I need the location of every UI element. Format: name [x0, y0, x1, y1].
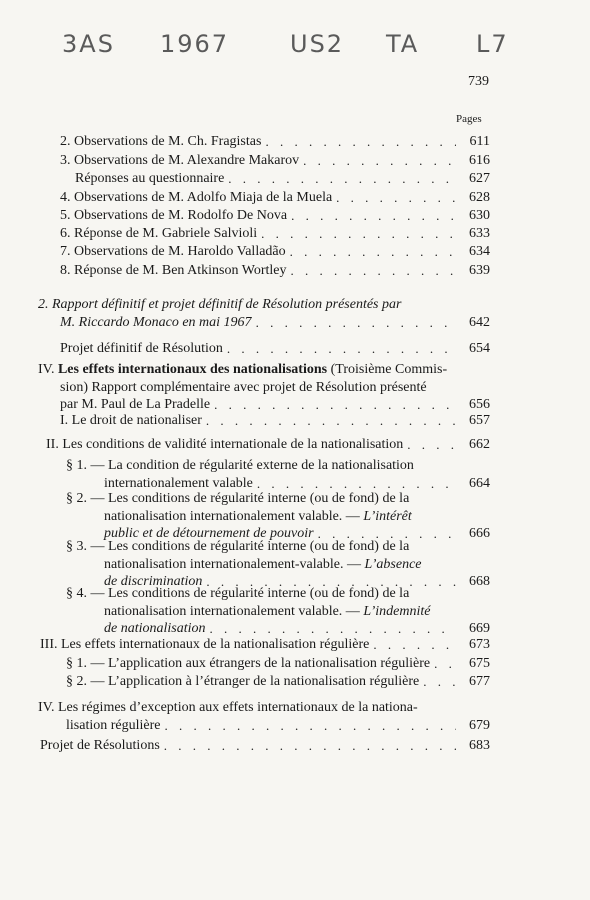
leader-dots: [291, 262, 457, 280]
handwritten-mark: US2: [290, 30, 345, 58]
toc-entry-text: III. Les effets internationaux de la nationalisation régulière: [40, 637, 370, 652]
leader-dots: [303, 152, 456, 170]
toc-entry-text: L’absence: [360, 556, 422, 572]
toc-entry-page: 677: [469, 674, 490, 689]
toc-entry-text: nationalisation internationalement valable. —: [104, 603, 360, 619]
toc-entry: [40, 737, 490, 755]
toc-entry-text: Projet de Résolutions: [40, 738, 160, 753]
toc-entry-text: 5. Observations de M. Rodolfo De Nova: [60, 208, 288, 223]
page-number: 739: [468, 74, 489, 89]
leader-dots: [256, 314, 456, 332]
toc-entry: [60, 152, 490, 170]
leader-dots: [210, 620, 457, 638]
toc-entry-page: 683: [469, 738, 490, 753]
leader-dots: [228, 170, 456, 188]
toc-entry-page: 616: [469, 153, 490, 168]
leader-dots: [164, 737, 456, 755]
toc-entry-text: L’intérêt: [359, 508, 412, 524]
toc-entry: [60, 207, 490, 225]
toc-entry: [66, 585, 490, 638]
toc-entry-text: de discrimination: [104, 574, 203, 589]
toc-entry-page: 673: [469, 637, 490, 652]
leader-dots: [164, 717, 456, 735]
toc-entry: [60, 189, 490, 207]
toc-entry-title: Les effets internationaux des nationalisations: [57, 362, 328, 377]
toc-entry-text: M. Riccardo Monaco en mai 1967: [60, 314, 252, 330]
toc-entry-text: lisation régulière: [66, 717, 161, 733]
toc-entry-text: IV. Les régimes d’exception aux effets internationaux de la nationa-: [38, 700, 418, 715]
toc-entry-text: 8. Réponse de M. Ben Atkinson Wortley: [60, 263, 287, 278]
toc-entry-text: 2. Rapport définitif et projet définitif de Résolution présentés par: [38, 297, 402, 312]
toc-entry-text: de nationalisation: [104, 621, 206, 636]
toc-entry: [75, 170, 490, 188]
toc-entry-page: 633: [469, 226, 490, 241]
handwritten-mark: L7: [476, 30, 509, 58]
toc-entry-page: 611: [469, 134, 490, 149]
pages-column-header: Pages: [456, 113, 482, 125]
toc-entry: [60, 340, 490, 358]
toc-entry: [38, 361, 490, 414]
toc-entry-text: § 1. — L’application aux étrangers de la nationalisation régulière: [66, 656, 431, 671]
handwritten-mark: 1967: [160, 30, 230, 58]
leader-dots: [434, 655, 456, 673]
toc-entry-page: 642: [469, 314, 490, 330]
toc-entry: [60, 243, 490, 261]
toc-entry-text: 7. Observations de M. Haroldo Valladão: [60, 244, 286, 259]
toc-entry: [66, 655, 490, 673]
leader-dots: [290, 243, 456, 261]
toc-entry-page: 679: [469, 717, 490, 733]
toc-entry-text: public et de détournement de pouvoir: [104, 526, 314, 541]
toc-entry-text: § 3. — Les conditions de régularité interne (ou de fond) de la: [66, 539, 410, 554]
toc-entry-text: internationalement valable: [104, 475, 253, 491]
toc-entry-text: 4. Observations de M. Adolfo Miaja de la Muela: [60, 190, 333, 205]
toc-entry-number: IV.: [38, 362, 55, 377]
leader-dots: [261, 225, 456, 243]
toc-entry-page: 669: [469, 621, 490, 636]
handwritten-mark: TA: [386, 30, 420, 58]
toc-entry-text: L’indemnité: [359, 603, 431, 619]
toc-entry-text: 6. Réponse de M. Gabriele Salvioli: [60, 226, 258, 241]
toc-entry-page: 630: [469, 208, 490, 223]
toc-entry-page: 662: [469, 437, 490, 452]
leader-dots: [423, 673, 456, 691]
toc-entry: [66, 538, 490, 591]
toc-entry-text: I. Le droit de nationaliser: [60, 413, 202, 428]
leader-dots: [227, 340, 456, 358]
toc-entry-page: 639: [469, 263, 490, 278]
toc-entry-text: nationalisation internationalement valable. —: [104, 508, 360, 524]
toc-entry: [40, 636, 490, 654]
leader-dots: [373, 636, 456, 654]
toc-entry: [66, 490, 490, 543]
toc-entry: [38, 699, 490, 734]
toc-entry-text: 2. Observations de M. Ch. Fragistas: [60, 134, 262, 149]
toc-entry-page: 666: [469, 526, 490, 541]
toc-entry: [66, 673, 490, 691]
toc-entry-text: § 2. — L’application à l’étranger de la nationalisation régulière: [66, 674, 420, 689]
toc-entry-text: nationalisation internationalement-valable. —: [104, 556, 361, 572]
toc-entry-text: par M. Paul de La Pradelle: [60, 397, 211, 412]
toc-entry-page: 668: [469, 574, 490, 589]
toc-entry: [60, 412, 490, 430]
leader-dots: [206, 412, 456, 430]
toc-entry-page: 656: [469, 397, 490, 412]
leader-dots: [291, 207, 456, 225]
toc-entry-text: § 1. — La condition de régularité externe de la nationalisation: [66, 458, 414, 473]
toc-entry: [60, 133, 490, 151]
toc-entry-page: 675: [469, 656, 490, 671]
toc-entry-text: sion) Rapport complémentaire avec projet de Résolution présenté: [60, 379, 427, 395]
toc-entry-text: § 4. — Les conditions de régularité interne (ou de fond) de la: [66, 586, 410, 601]
toc-entry-page: 628: [469, 190, 490, 205]
toc-entry-text: (Troisième Commis-: [327, 362, 448, 377]
toc-entry: [66, 457, 490, 492]
handwritten-mark: 3AS: [62, 30, 115, 58]
toc-entry: [38, 296, 490, 331]
toc-entry-text: 3. Observations de M. Alexandre Makarov: [60, 153, 300, 168]
toc-entry-page: 664: [469, 475, 490, 491]
toc-entry: [60, 262, 490, 280]
toc-entry-page: 657: [469, 413, 490, 428]
toc-entry-page: 627: [469, 171, 490, 186]
leader-dots: [265, 133, 456, 151]
toc-entry-page: 654: [469, 341, 490, 356]
toc-entry: [46, 436, 490, 454]
toc-entry-text: II. Les conditions de validité internationale de la nationalisation: [46, 437, 404, 452]
toc-entry-page: 634: [469, 244, 490, 259]
leader-dots: [336, 189, 456, 207]
handwritten-annotation: [0, 30, 590, 70]
toc-entry-text: Projet définitif de Résolution: [60, 341, 223, 356]
toc-entry: [60, 225, 490, 243]
toc-entry-text: § 2. — Les conditions de régularité interne (ou de fond) de la: [66, 491, 410, 506]
toc-entry-text: Réponses au questionnaire: [75, 171, 225, 186]
leader-dots: [407, 436, 456, 454]
leader-dots: [214, 396, 456, 414]
